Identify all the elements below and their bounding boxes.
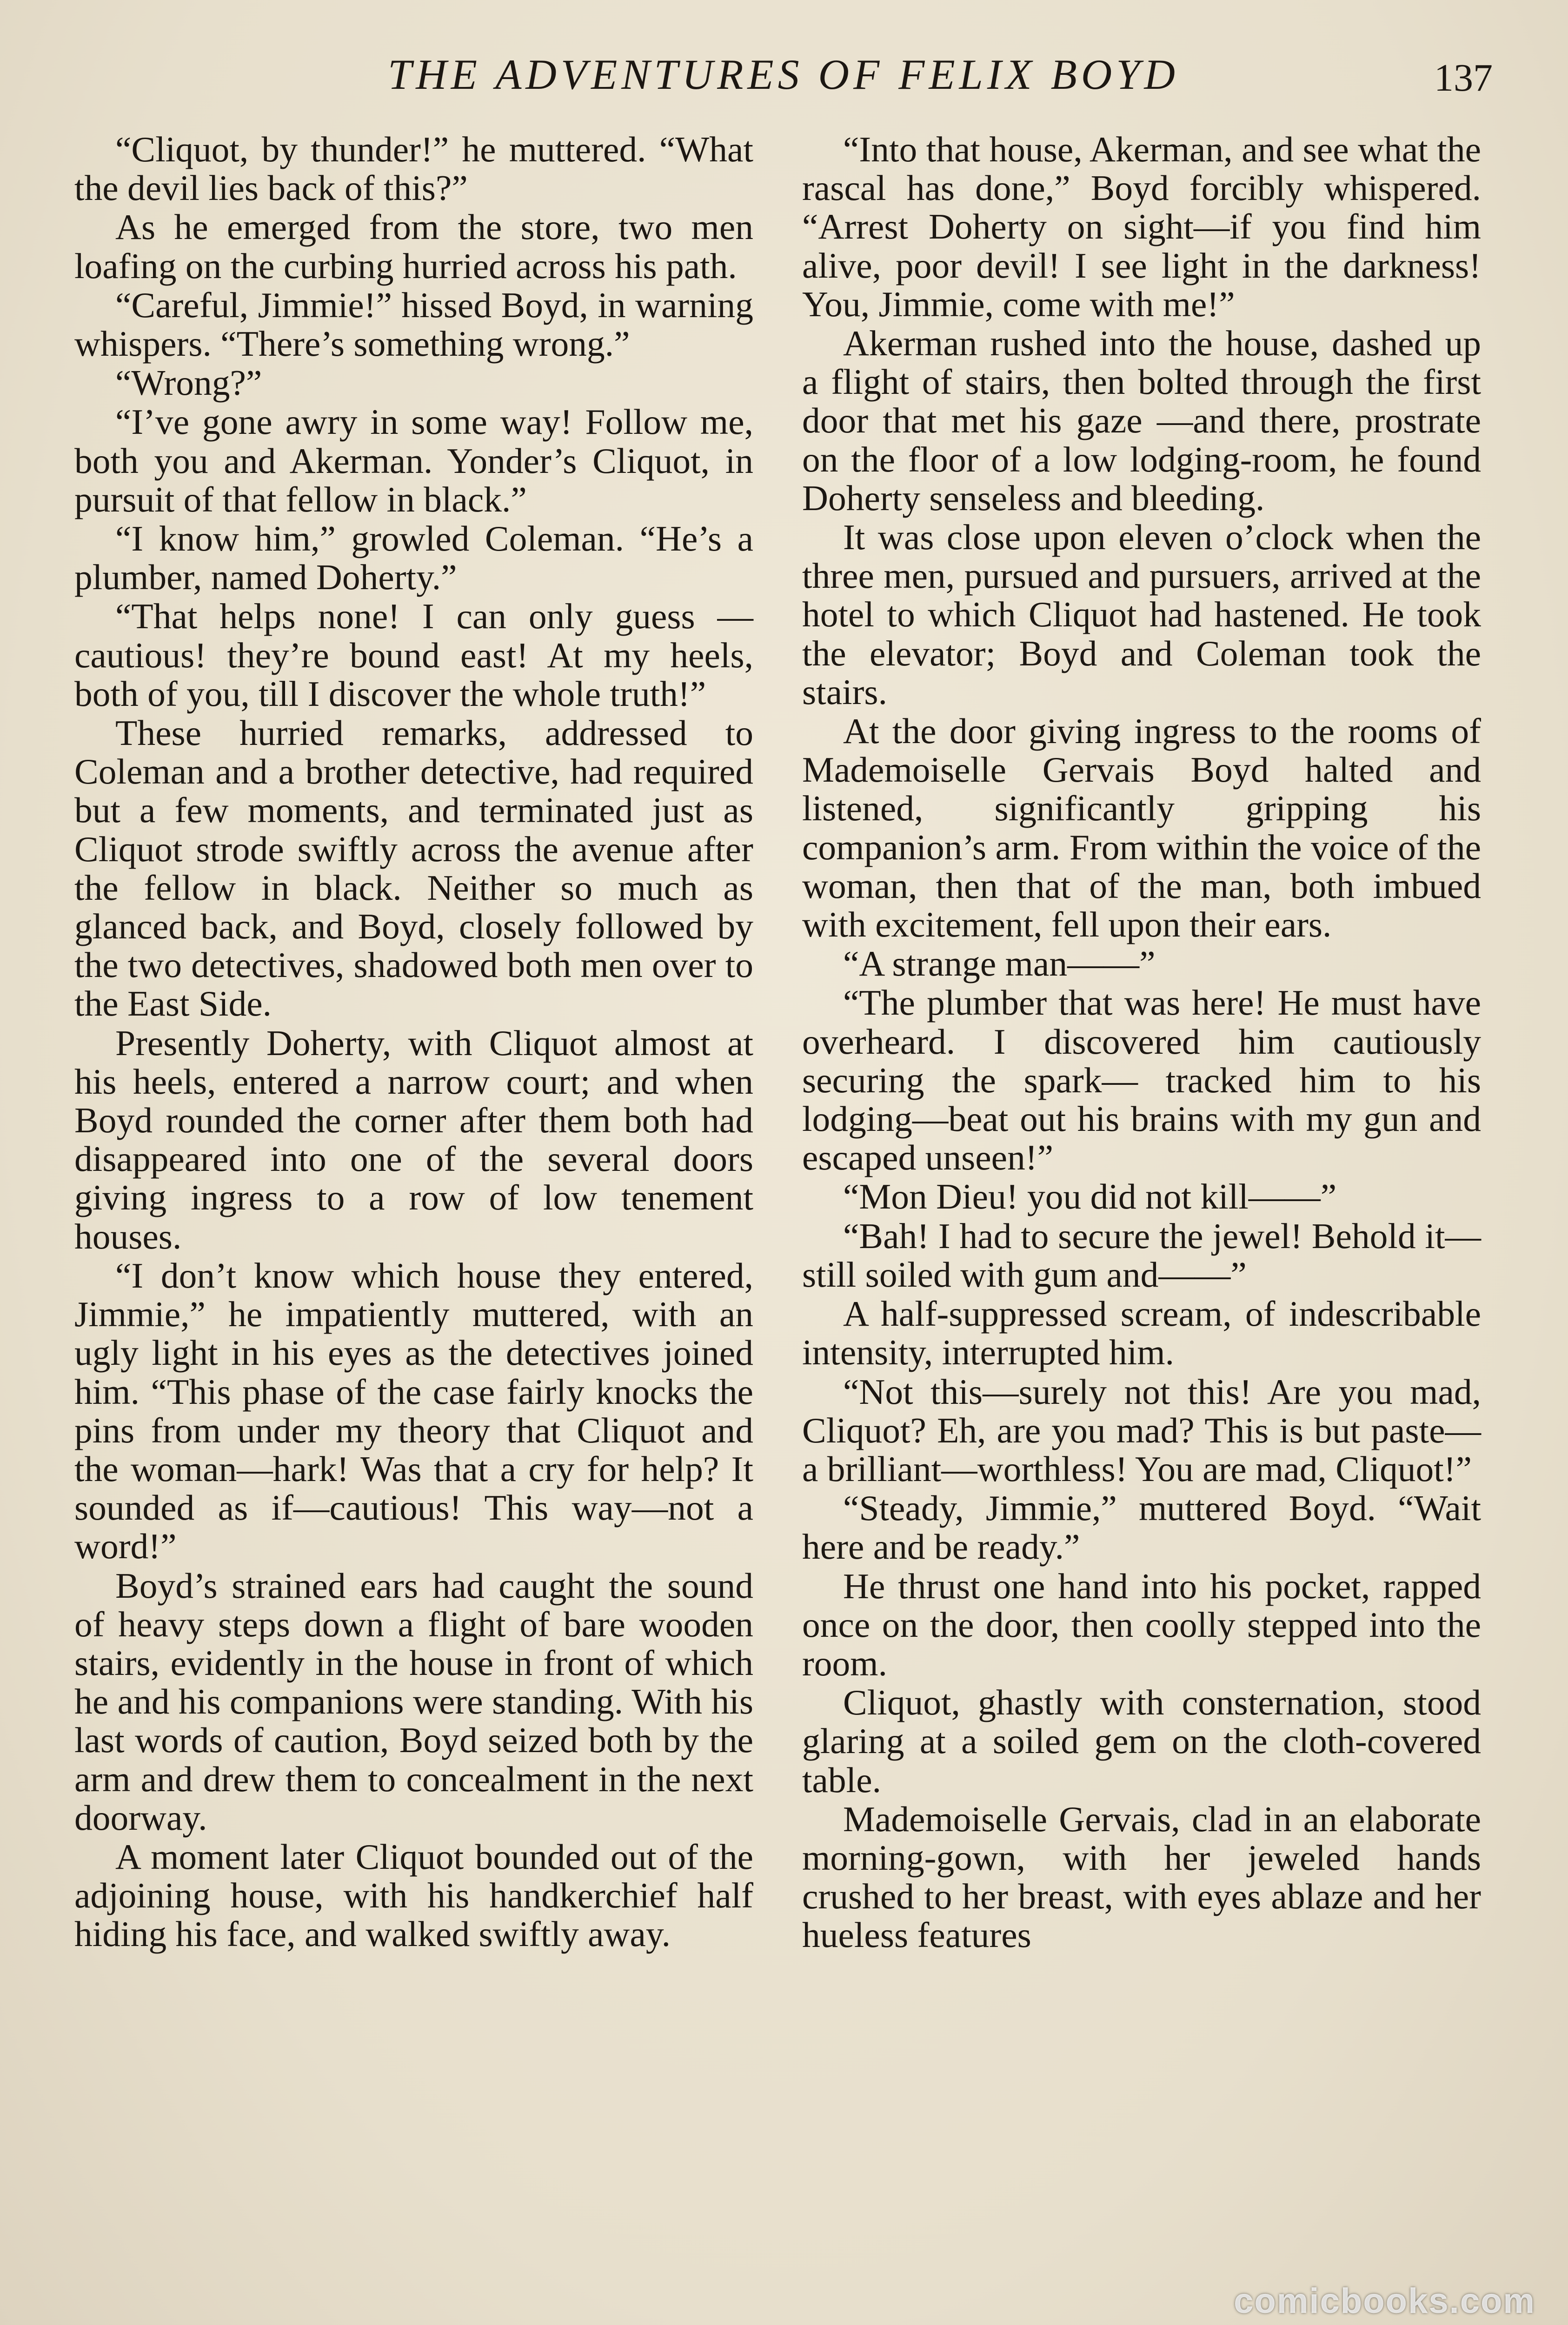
- page-header: [74, 44, 1493, 105]
- paragraph: “Careful, Jimmie!” hissed Boyd, in warning whispers. “There’s something wrong.”: [74, 285, 753, 364]
- paragraph: Cliquot, ghastly with consternation, stood glaring at a soiled gem on the cloth-covered table.: [802, 1682, 1481, 1800]
- running-title: THE ADVENTURES OF FELIX BOYD: [388, 51, 1179, 98]
- right-column: [802, 130, 1481, 1955]
- paragraph: These hurried remarks, addressed to Coleman and a brother detective, had required but a few moments, and terminated just as Cliquot strode swiftly across the avenue after the fellow in black. Neither so much as glanced back, and Boyd, closely followed by the two detectives, shadowed both men over to the East Side.: [74, 713, 753, 1024]
- paragraph: “Into that house, Akerman, and see what the rascal has done,” Boyd forcibly whispered. “Arrest Doherty on sight—if you find him alive, poor devil! I see light in the darkness! You, Jimmie, come with me!”: [802, 129, 1481, 324]
- paragraph: “Mon Dieu! you did not kill——”: [843, 1176, 1337, 1217]
- paragraph: A half-suppressed scream, of indescribable intensity, interrupted him.: [802, 1294, 1481, 1373]
- paragraph: “Steady, Jimmie,” muttered Boyd. “Wait here and be ready.”: [802, 1488, 1481, 1567]
- paragraph: Boyd’s strained ears had caught the sound of heavy steps down a flight of bare wooden stairs, evidently in the house in front of which he and his companions were standing. With his last words of caution, Boyd seized both by the arm and drew them to concealment in the next doorway.: [74, 1565, 753, 1838]
- paragraph: “I’ve gone awry in some way! Follow me, both you and Akerman. Yonder’s Cliquot, in pursuit of that fellow in black.”: [74, 402, 753, 519]
- paragraph: “That helps none! I can only guess —cautious! they’re bound east! At my heels, both of you, till I discover the whole truth!”: [74, 596, 753, 714]
- paragraph: Mademoiselle Gervais, clad in an elaborate morning-gown, with her jeweled hands crushed to her breast, with eyes ablaze and her hueless features: [802, 1799, 1481, 1955]
- paragraph: “Cliquot, by thunder!” he muttered. “What the devil lies back of this?”: [74, 129, 753, 208]
- page-number: 137: [1434, 56, 1493, 100]
- paragraph: It was close upon eleven o’clock when the three men, pursued and pursuers, arrived at the hotel to which Cliquot had hastened. He took the elevator; Boyd and Coleman took the stairs.: [802, 517, 1481, 712]
- paragraph: “The plumber that was here! He must have overheard. I discovered him cautiously securing the spark— tracked him to his lodging—beat out his brains with my gun and escaped unseen!”: [802, 983, 1481, 1178]
- paragraph: As he emerged from the store, two men loafing on the curbing hurried across his path.: [74, 207, 753, 286]
- paragraph: Presently Doherty, with Cliquot almost at his heels, entered a narrow court; and when Boyd rounded the corner after them both had disappeared into one of the several doors giving ingress to a row of low tenement houses.: [74, 1023, 753, 1256]
- paragraph: “Wrong?”: [115, 363, 262, 403]
- left-column: [74, 130, 753, 1954]
- paragraph: Akerman rushed into the house, dashed up a flight of stairs, then bolted through the first door that met his gaze —and there, prostrate on the floor of a low lodging-room, he found Doherty senseless and bleeding.: [802, 323, 1481, 518]
- paragraph: “I don’t know which house they entered, Jimmie,” he impatiently muttered, with an ugly light in his eyes as the detectives joined him. “This phase of the case fairly knocks the pins from under my theory that Cliquot and the woman—hark! Was that a cry for help? It sounded as if—cautious! This way—not a word!”: [74, 1255, 753, 1567]
- paragraph: A moment later Cliquot bounded out of the adjoining house, with his handkerchief half hiding his face, and walked swiftly away.: [74, 1836, 753, 1954]
- paragraph: “I know him,” growled Coleman. “He’s a plumber, named Doherty.”: [74, 518, 753, 598]
- paragraph: “A strange man——”: [843, 943, 1156, 984]
- paragraph: “Not this—surely not this! Are you mad, Cliquot? Eh, are you mad? This is but paste—a brilliant—worthless! You are mad, Cliquot!”: [802, 1371, 1481, 1489]
- paragraph: At the door giving ingress to the rooms of Mademoiselle Gervais Boyd halted and listened, significantly gripping his companion’s arm. From within the voice of the woman, then that of the man, both imbued with excitement, fell upon their ears.: [802, 711, 1481, 945]
- paragraph: He thrust one hand into his pocket, rapped once on the door, then coolly stepped into the room.: [802, 1566, 1481, 1683]
- watermark-logo: comicbooks.com: [1234, 2281, 1535, 2321]
- paragraph: “Bah! I had to secure the jewel! Behold it—still soiled with gum and——”: [802, 1216, 1481, 1295]
